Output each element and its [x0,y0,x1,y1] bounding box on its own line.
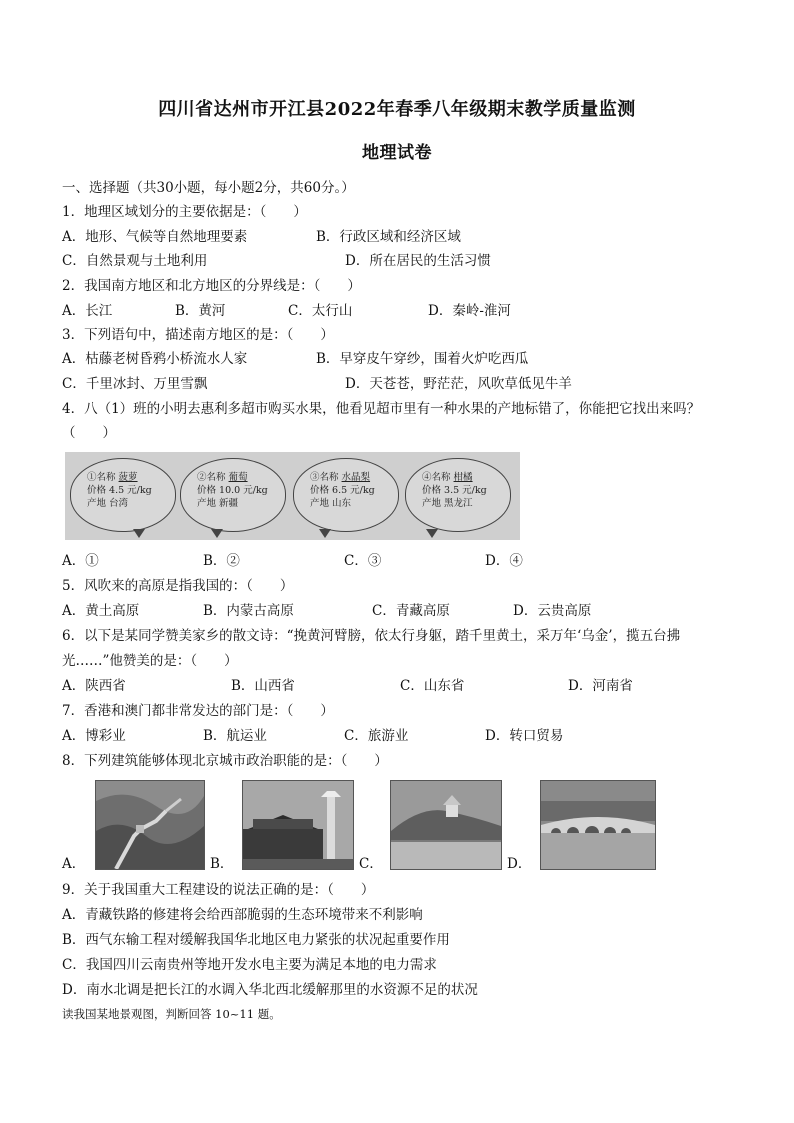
q5-option-b: B．内蒙古高原 [203,603,294,619]
fruit-tag-4-price: 价格 3.5 元/kg [422,485,487,496]
q2-option-a: A．长江 [62,303,113,319]
tiananmen-photo [242,780,354,870]
fruit-tag-3-origin: 产地 山东 [310,498,352,509]
tiananmen-illustration [243,781,353,869]
fruit-tag-4 [405,458,511,532]
fruit-tag-1 [70,458,176,532]
fruit-tag-2-origin: 产地 新疆 [197,498,239,509]
fruit-tag-4-origin: 产地 黑龙江 [422,498,473,509]
fruit-tag-1-origin: 产地 台湾 [87,498,129,509]
fruit-tag-3-pointer [319,529,331,538]
seventeen-arch-bridge-photo [540,780,656,870]
q2-option-d: D．秦岭-淮河 [428,303,511,319]
q1-option-c: C．自然景观与土地利用 [62,253,208,269]
q4-option-d: D．④ [485,553,523,569]
summer-palace-photo [390,780,502,870]
bridge-illustration [541,781,655,869]
summer-palace-illustration [391,781,501,869]
fruit-tag-3-name: ③名称 [310,472,339,483]
q4-option-a: A．① [62,553,99,569]
q9-option-b: B．西气东输工程对缓解我国华北地区电力紧张的状况起重要作用 [62,932,450,948]
q8-stem: 8．下列建筑能够体现北京城市政治职能的是：（ ） [62,753,388,769]
q1-stem: 1．地理区域划分的主要依据是：（ ） [62,204,307,220]
fruit-tag-4-fruit: 柑橘 [453,472,473,483]
fruit-tag-3 [293,458,399,532]
q7-option-d: D．转口贸易 [485,728,564,744]
q7-option-b: B．航运业 [203,728,267,744]
q4-paren: （ ） [62,425,116,441]
q1-option-b: B．行政区域和经济区域 [316,229,461,245]
q7-option-c: C．旅游业 [344,728,409,744]
q6-stem-line2: 光……”他赞美的是：（ ） [62,653,238,669]
fruit-tag-1-name: ①名称 [87,472,116,483]
q6-option-d: D．河南省 [568,678,633,694]
fruit-tag-2-price: 价格 10.0 元/kg [197,485,268,496]
q6-option-a: A．陕西省 [62,678,126,694]
fruit-tag-2-name: ②名称 [197,472,226,483]
q5-option-d: D．云贵高原 [513,603,592,619]
q4-option-c: C．③ [344,553,382,569]
q5-stem: 5．风吹来的高原是指我国的：（ ） [62,578,294,594]
q9-option-c: C．我国四川云南贵州等地开发水电主要为满足本地的电力需求 [62,957,437,973]
fruit-tag-1-pointer [133,529,145,538]
q5-option-a: A．黄土高原 [62,603,140,619]
fruit-tag-1-fruit: 菠萝 [118,472,138,483]
q9-option-d: D．南水北调是把长江的水调入华北西北缓解那里的水资源不足的状况 [62,982,478,998]
fruit-tag-1-price: 价格 4.5 元/kg [87,485,152,496]
exam-subtitle: 地理试卷 [362,143,432,163]
q6-option-b: B．山西省 [231,678,295,694]
q7-stem: 7．香港和澳门都非常发达的部门是：（ ） [62,703,334,719]
great-wall-photo [95,780,205,870]
instruction-note: 读我国某地景观图，判断回答 10~11 题。 [62,1007,281,1021]
fruit-tag-4-pointer [426,529,438,538]
q3-option-b: B．早穿皮午穿纱，围着火炉吃西瓜 [316,351,529,367]
fruit-tag-3-fruit: 水晶梨 [341,472,371,483]
q1-option-d: D．所在居民的生活习惯 [345,253,491,269]
fruit-tag-4-name: ④名称 [422,472,451,483]
q3-stem: 3．下列语句中，描述南方地区的是：（ ） [62,327,334,343]
q4-option-b: B．② [203,553,240,569]
q6-option-c: C．山东省 [400,678,465,694]
q9-option-a: A．青藏铁路的修建将会给西部脆弱的生态环境带来不利影响 [62,907,423,923]
q8-option-d: D． [507,856,532,872]
fruit-label-image [65,452,520,540]
q1-option-a: A．地形、气候等自然地理要素 [62,229,248,245]
q8-option-b: B． [210,856,234,872]
q8-option-c: C． [359,856,383,872]
q7-option-a: A．博彩业 [62,728,126,744]
fruit-tag-3-price: 价格 6.5 元/kg [310,485,375,496]
q6-stem-line1: 6．以下是某同学赞美家乡的散文诗：“挽黄河臂膀，依太行身躯，踏千里黄土，采万年‘乌金’，揽五台拂 [62,628,681,644]
q4-stem: 4．八（1）班的小明去惠利多超市购买水果，他看见超市里有一种水果的产地标错了，你能把它找出来吗？ [62,401,701,417]
q8-option-a: A． [62,856,86,872]
q3-option-d: D．天苍苍，野茫茫，风吹草低见牛羊 [345,376,572,392]
q3-option-c: C．千里冰封、万里雪飘 [62,376,208,392]
q3-option-a: A．枯藤老树昏鸦小桥流水人家 [62,351,248,367]
q9-stem: 9．关于我国重大工程建设的说法正确的是：（ ） [62,882,375,898]
q2-option-b: B．黄河 [175,303,226,319]
great-wall-illustration [96,781,204,869]
fruit-tag-2 [180,458,286,532]
exam-title: 四川省达州市开江县2022年春季八年级期末教学质量监测 [158,99,636,120]
section-heading: 一、选择题（共30小题，每小题2分，共60分。） [62,180,355,196]
fruit-tag-2-fruit: 葡萄 [228,472,248,483]
q2-option-c: C．太行山 [288,303,353,319]
q2-stem: 2．我国南方地区和北方地区的分界线是：（ ） [62,278,361,294]
fruit-tag-2-pointer [211,529,223,538]
q5-option-c: C．青藏高原 [372,603,450,619]
